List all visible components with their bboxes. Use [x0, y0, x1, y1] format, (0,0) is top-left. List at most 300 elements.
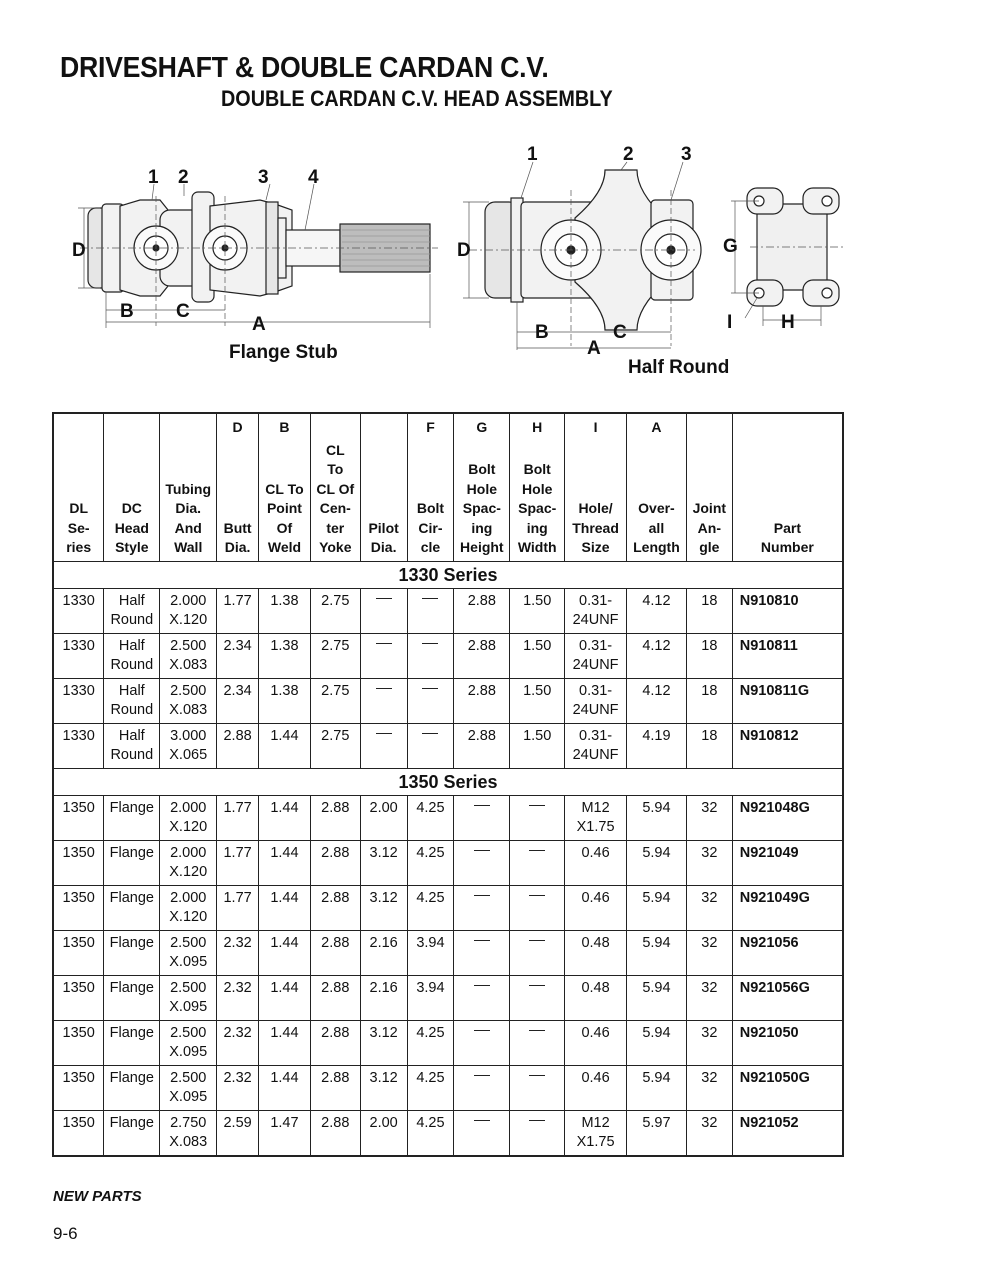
- not-applicable-dash: [529, 940, 545, 941]
- page-subtitle: DOUBLE CARDAN C.V. HEAD ASSEMBLY: [221, 86, 613, 111]
- table-cell: [686, 1065, 732, 1110]
- column-header-line: Over-: [638, 500, 675, 516]
- part-number: [732, 840, 843, 885]
- cell-line: 1350: [62, 1069, 95, 1086]
- part-number: [732, 1110, 843, 1156]
- table-cell: [565, 795, 627, 840]
- cell-line: Flange: [109, 1069, 154, 1086]
- cell-line: 18: [701, 727, 718, 744]
- table-cell: [53, 633, 104, 678]
- table-cell: [627, 1020, 687, 1065]
- column-header-line: cle: [420, 539, 441, 555]
- cell-line: N921056: [739, 934, 799, 951]
- table-row: [53, 1065, 843, 1110]
- table-cell: [310, 1110, 360, 1156]
- dimension-letter: I: [593, 419, 598, 435]
- column-header: [104, 413, 160, 561]
- table-cell: [627, 885, 687, 930]
- table-cell: [53, 840, 104, 885]
- cell-line: 2.000: [170, 799, 207, 816]
- table-cell: [104, 930, 160, 975]
- not-applicable-dash: [474, 940, 490, 941]
- column-header: [686, 413, 732, 561]
- cell-line: 4.12: [642, 682, 671, 699]
- table-cell: [53, 1110, 104, 1156]
- cell-line: Flange: [109, 1024, 154, 1041]
- table-cell: [407, 678, 454, 723]
- part-number: [732, 723, 843, 768]
- cell-line: 0.46: [581, 1024, 610, 1041]
- table-cell: [53, 723, 104, 768]
- table-cell: [627, 723, 687, 768]
- dim-label-h: H: [781, 312, 795, 333]
- column-header-line: Cir-: [418, 519, 443, 536]
- not-applicable-dash: [422, 598, 438, 599]
- cell-line: 0.46: [581, 889, 610, 906]
- table-cell: [217, 1020, 259, 1065]
- cell-line: N910811G: [739, 682, 810, 699]
- cell-line: 1.44: [270, 979, 299, 996]
- column-header-line: Spac-: [518, 500, 557, 516]
- page-number: 9-6: [53, 1224, 78, 1243]
- table-cell: [360, 795, 407, 840]
- table-row: [53, 633, 843, 678]
- page-title: DRIVESHAFT & DOUBLE CARDAN C.V.: [60, 52, 549, 84]
- cell-line: M12: [581, 799, 610, 816]
- table-cell: [104, 885, 160, 930]
- column-header-line: Cen-: [319, 500, 351, 516]
- table-cell: [510, 723, 565, 768]
- column-header-line: ing: [526, 519, 548, 536]
- not-applicable-dash: [376, 733, 392, 734]
- cell-line: 3.94: [416, 934, 445, 951]
- column-header-line: Width: [517, 539, 557, 555]
- cell-line: 3.94: [416, 979, 445, 996]
- table-cell: [454, 633, 510, 678]
- cell-line: 2.750: [170, 1114, 207, 1131]
- not-applicable-dash: [422, 733, 438, 734]
- cell-line: 32: [701, 1024, 718, 1041]
- table-cell: [407, 723, 454, 768]
- column-header-line: Dia.: [224, 539, 251, 555]
- cell-line: 32: [701, 1069, 718, 1086]
- cell-line: 5.94: [642, 1024, 671, 1041]
- table-cell: [217, 1065, 259, 1110]
- dim-label-d: D: [457, 240, 471, 261]
- cell-line: 0.48: [581, 979, 610, 996]
- table-cell: [104, 633, 160, 678]
- cell-line: X.083: [169, 657, 208, 673]
- cell-line: N921050G: [739, 1069, 810, 1086]
- table-cell: [510, 588, 565, 633]
- cell-line: 3.000: [170, 727, 207, 744]
- cell-line: 2.16: [369, 979, 398, 996]
- column-header-line: ing: [471, 519, 493, 536]
- cell-line: Round: [110, 657, 154, 673]
- dim-label-i: I: [727, 312, 733, 333]
- part-number: [732, 678, 843, 723]
- table-cell: [454, 975, 510, 1020]
- table-row: [53, 723, 843, 768]
- cell-line: 32: [701, 979, 718, 996]
- cell-line: 2.00: [369, 1114, 398, 1131]
- cell-line: 2.34: [223, 637, 252, 654]
- cell-line: X.065: [169, 747, 208, 763]
- table-cell: [360, 975, 407, 1020]
- series-title: 1350 Series: [53, 768, 843, 795]
- table-cell: [454, 678, 510, 723]
- table-cell: [407, 930, 454, 975]
- cell-line: 1330: [62, 637, 95, 654]
- column-header-line: ter: [326, 519, 345, 536]
- cell-line: 3.12: [369, 844, 398, 861]
- table-cell: [104, 1020, 160, 1065]
- table-cell: [259, 975, 311, 1020]
- cell-line: 1.50: [523, 592, 552, 609]
- table-cell: [259, 678, 311, 723]
- table-cell: [160, 633, 217, 678]
- table-cell: [686, 1020, 732, 1065]
- cell-line: N910812: [739, 727, 799, 744]
- table-cell: [360, 1110, 407, 1156]
- column-header-line: Dia.: [370, 539, 397, 555]
- cell-line: 2.000: [170, 844, 207, 861]
- column-header-line: Se-: [67, 519, 90, 536]
- dim-label-a: A: [587, 338, 601, 359]
- table-cell: [217, 975, 259, 1020]
- table-cell: [217, 1110, 259, 1156]
- cell-line: Half: [118, 682, 145, 699]
- column-header-line: Hole/: [578, 500, 613, 516]
- column-header-line: Pilot: [368, 519, 399, 536]
- cell-line: X.095: [169, 1089, 208, 1105]
- cell-line: X.083: [169, 1134, 208, 1150]
- cell-line: Round: [110, 612, 154, 628]
- cell-line: X1.75: [576, 819, 615, 835]
- cell-line: 2.16: [369, 934, 398, 951]
- cell-line: 1350: [62, 934, 95, 951]
- new-parts-note: NEW PARTS: [53, 1188, 142, 1205]
- table-cell: [686, 795, 732, 840]
- table-cell: [104, 840, 160, 885]
- cell-line: N921048G: [739, 799, 810, 816]
- cell-line: 1.44: [270, 844, 299, 861]
- table-cell: [259, 930, 311, 975]
- table-row: [53, 678, 843, 723]
- cell-line: 4.25: [416, 844, 445, 861]
- cell-line: 2.59: [223, 1114, 252, 1131]
- column-header-line: Style: [115, 539, 149, 555]
- cell-line: 4.12: [642, 592, 671, 609]
- table-cell: [627, 1110, 687, 1156]
- table-cell: [160, 678, 217, 723]
- cell-line: 0.31-: [579, 727, 613, 744]
- table-cell: [627, 795, 687, 840]
- table-cell: [104, 678, 160, 723]
- table-row: [53, 930, 843, 975]
- cell-line: 2.34: [223, 682, 252, 699]
- cell-line: 3.12: [369, 1069, 398, 1086]
- cell-line: X.083: [169, 702, 208, 718]
- cell-line: 24UNF: [572, 657, 619, 673]
- table-cell: [259, 588, 311, 633]
- table-cell: [454, 885, 510, 930]
- not-applicable-dash: [474, 1120, 490, 1121]
- table-cell: [565, 678, 627, 723]
- cell-line: X.120: [169, 864, 208, 880]
- table-cell: [686, 1110, 732, 1156]
- cell-line: 2.32: [223, 1024, 252, 1041]
- column-header-line: And: [174, 519, 202, 536]
- table-cell: [259, 723, 311, 768]
- cell-line: 1.77: [223, 844, 252, 861]
- table-cell: [310, 588, 360, 633]
- cell-line: Half: [118, 637, 145, 654]
- table-row: [53, 795, 843, 840]
- cell-line: 32: [701, 889, 718, 906]
- table-cell: [310, 1020, 360, 1065]
- table-cell: [259, 840, 311, 885]
- table-cell: [53, 1020, 104, 1065]
- part-number: [732, 975, 843, 1020]
- callout-2: 2: [178, 167, 189, 188]
- callout-3: 3: [258, 167, 269, 188]
- cell-line: X.120: [169, 612, 208, 628]
- dim-label-d: D: [72, 240, 86, 261]
- table-cell: [565, 723, 627, 768]
- table-cell: [510, 795, 565, 840]
- table-cell: [53, 1065, 104, 1110]
- callout-2: 2: [623, 144, 634, 165]
- table-cell: [160, 885, 217, 930]
- cell-line: 1350: [62, 979, 95, 996]
- cell-line: 1.38: [270, 592, 299, 609]
- table-cell: [627, 588, 687, 633]
- not-applicable-dash: [376, 688, 392, 689]
- series-title: 1330 Series: [53, 561, 843, 588]
- table-cell: [217, 678, 259, 723]
- cell-line: 1.44: [270, 889, 299, 906]
- table-cell: [160, 840, 217, 885]
- cell-line: 2.32: [223, 934, 252, 951]
- table-cell: [686, 840, 732, 885]
- table-cell: [686, 723, 732, 768]
- table-cell: [104, 723, 160, 768]
- table-cell: [627, 930, 687, 975]
- column-header-line: Bolt: [468, 461, 496, 477]
- table-cell: [53, 795, 104, 840]
- not-applicable-dash: [529, 1030, 545, 1031]
- part-number: [732, 885, 843, 930]
- not-applicable-dash: [376, 643, 392, 644]
- not-applicable-dash: [474, 850, 490, 851]
- table-cell: [565, 633, 627, 678]
- table-cell: [627, 975, 687, 1020]
- table-cell: [686, 885, 732, 930]
- column-header: [510, 413, 565, 561]
- column-header-line: Dia.: [175, 500, 202, 516]
- cell-line: 18: [701, 637, 718, 654]
- cell-line: 5.94: [642, 844, 671, 861]
- cell-line: 3.12: [369, 889, 398, 906]
- table-cell: [407, 1020, 454, 1065]
- table-cell: [510, 1020, 565, 1065]
- cell-line: X.120: [169, 909, 208, 925]
- cell-line: 1.38: [270, 682, 299, 699]
- table-cell: [510, 930, 565, 975]
- dim-label-a: A: [252, 314, 266, 335]
- cell-line: Flange: [109, 979, 154, 996]
- table-cell: [160, 723, 217, 768]
- table-cell: [407, 588, 454, 633]
- cell-line: 4.25: [416, 889, 445, 906]
- cell-line: 1350: [62, 1024, 95, 1041]
- cell-line: 2.88: [467, 637, 496, 654]
- table-cell: [259, 1065, 311, 1110]
- cell-line: Round: [110, 747, 154, 763]
- table-row: [53, 588, 843, 633]
- table-cell: [510, 885, 565, 930]
- table-cell: [360, 723, 407, 768]
- table-cell: [454, 1110, 510, 1156]
- table-cell: [360, 633, 407, 678]
- column-header-line: Size: [581, 539, 610, 555]
- column-header-line: Weld: [267, 539, 302, 555]
- cell-line: Round: [110, 702, 154, 718]
- cell-line: 1.77: [223, 592, 252, 609]
- column-header: [627, 413, 687, 561]
- cell-line: 32: [701, 1114, 718, 1131]
- cell-line: 2.500: [170, 1069, 207, 1086]
- cell-line: 2.88: [321, 889, 350, 906]
- table-cell: [310, 885, 360, 930]
- column-header-line: DC: [121, 500, 142, 516]
- column-header: [217, 413, 259, 561]
- cell-line: 2.000: [170, 592, 207, 609]
- cell-line: N921049G: [739, 889, 810, 906]
- column-header-line: Number: [760, 539, 814, 555]
- table-cell: [259, 795, 311, 840]
- dim-label-c: C: [176, 301, 190, 322]
- cell-line: 4.25: [416, 1069, 445, 1086]
- table-cell: [310, 840, 360, 885]
- cell-line: X.120: [169, 819, 208, 835]
- cell-line: 1.44: [270, 1024, 299, 1041]
- cell-line: Half: [118, 727, 145, 744]
- cell-line: 2.88: [321, 844, 350, 861]
- cell-line: 1.44: [270, 799, 299, 816]
- not-applicable-dash: [474, 895, 490, 896]
- column-header-line: Bolt: [416, 500, 445, 516]
- cell-line: 5.94: [642, 799, 671, 816]
- cell-line: N921056G: [739, 979, 810, 996]
- table-cell: [53, 885, 104, 930]
- callout-1: 1: [148, 167, 159, 188]
- dimension-letter: H: [532, 419, 543, 435]
- cell-line: 4.25: [416, 1024, 445, 1041]
- cell-line: Flange: [109, 934, 154, 951]
- cell-line: X.095: [169, 954, 208, 970]
- table-cell: [217, 930, 259, 975]
- table-cell: [686, 678, 732, 723]
- cell-line: 2.00: [369, 799, 398, 816]
- cell-line: 1.50: [523, 682, 552, 699]
- table-cell: [565, 1065, 627, 1110]
- cell-line: 3.12: [369, 1024, 398, 1041]
- cell-line: 2.88: [321, 934, 350, 951]
- cell-line: 1.77: [223, 799, 252, 816]
- dim-label-g: G: [723, 236, 738, 257]
- cell-line: 2.88: [467, 682, 496, 699]
- table-cell: [565, 840, 627, 885]
- table-cell: [160, 588, 217, 633]
- table-cell: [510, 633, 565, 678]
- cell-line: Flange: [109, 1114, 154, 1131]
- flange-stub-caption: Flange Stub: [229, 342, 338, 363]
- column-header-line: Spac-: [462, 500, 501, 516]
- cell-line: 1.50: [523, 727, 552, 744]
- series-header-row: [53, 561, 843, 588]
- cell-line: 32: [701, 844, 718, 861]
- table-cell: [259, 885, 311, 930]
- table-cell: [160, 975, 217, 1020]
- table-header-row: [53, 413, 843, 561]
- cell-line: N921052: [739, 1114, 799, 1131]
- cell-line: 5.97: [642, 1114, 671, 1131]
- cell-line: 0.48: [581, 934, 610, 951]
- not-applicable-dash: [474, 805, 490, 806]
- column-header-line: CL: [325, 441, 345, 458]
- column-header-line: Butt: [223, 519, 252, 536]
- cell-line: 2.75: [321, 727, 350, 744]
- table-cell: [160, 930, 217, 975]
- cell-line: 0.31-: [579, 592, 613, 609]
- part-number: [732, 795, 843, 840]
- column-header: [360, 413, 407, 561]
- cell-line: 1350: [62, 889, 95, 906]
- table-cell: [454, 723, 510, 768]
- table-cell: [627, 633, 687, 678]
- table-cell: [160, 1065, 217, 1110]
- dimension-letter: A: [651, 419, 662, 435]
- series-header-row: [53, 768, 843, 795]
- cell-line: Flange: [109, 799, 154, 816]
- cell-line: 1330: [62, 682, 95, 699]
- cell-line: 4.12: [642, 637, 671, 654]
- cell-line: 2.88: [467, 592, 496, 609]
- not-applicable-dash: [529, 1120, 545, 1121]
- cell-line: 4.25: [416, 799, 445, 816]
- cell-line: 24UNF: [572, 747, 619, 763]
- table-cell: [407, 840, 454, 885]
- column-header: [53, 413, 104, 561]
- cell-line: 18: [701, 682, 718, 699]
- cell-line: 5.94: [642, 934, 671, 951]
- cell-line: N921050: [739, 1024, 799, 1041]
- column-header-line: Hole: [522, 480, 553, 497]
- not-applicable-dash: [529, 805, 545, 806]
- cell-line: 2.32: [223, 1069, 252, 1086]
- column-header-line: Of: [276, 519, 293, 536]
- callout-1: 1: [527, 144, 538, 165]
- not-applicable-dash: [474, 1075, 490, 1076]
- table-cell: [686, 930, 732, 975]
- table-cell: [627, 840, 687, 885]
- column-header-line: Bolt: [523, 461, 551, 477]
- not-applicable-dash: [474, 1030, 490, 1031]
- cell-line: 2.75: [321, 682, 350, 699]
- table-cell: [407, 1110, 454, 1156]
